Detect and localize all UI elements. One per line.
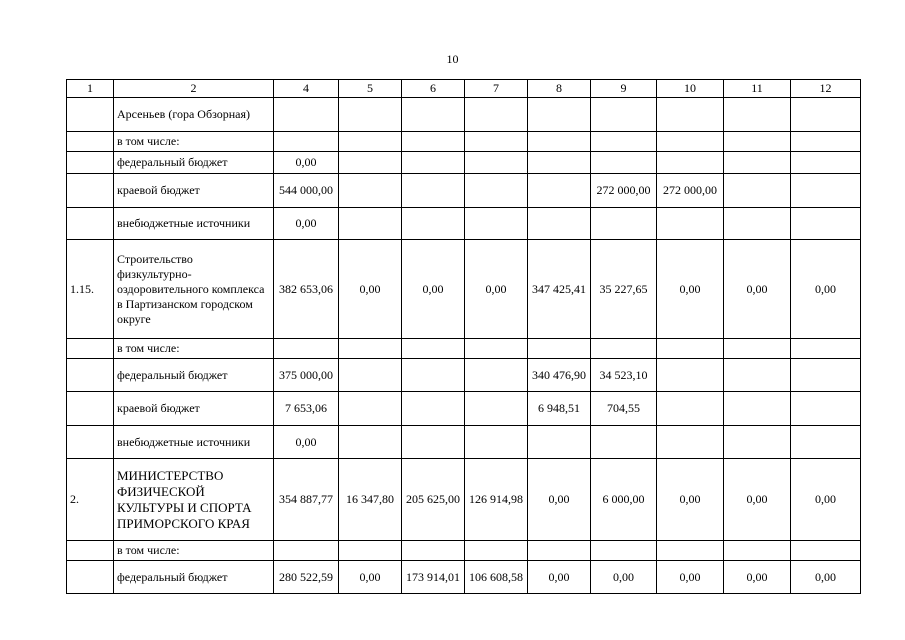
value-cell xyxy=(724,426,791,459)
value-cell xyxy=(339,359,402,392)
value-cell xyxy=(591,339,657,359)
value-cell: 7 653,06 xyxy=(274,392,339,426)
value-cell xyxy=(791,359,861,392)
value-cell xyxy=(724,98,791,132)
table-row xyxy=(67,426,861,459)
row-name: МИНИСТЕРСТВО ФИЗИЧЕСКОЙ КУЛЬТУРЫ И СПОРТА ПРИМОРСКОГО КРАЯ xyxy=(114,459,274,541)
row-number xyxy=(67,132,114,152)
value-cell xyxy=(591,152,657,174)
value-cell xyxy=(657,152,724,174)
value-cell xyxy=(791,152,861,174)
value-cell: 6 000,00 xyxy=(591,459,657,541)
value-cell: 0,00 xyxy=(724,459,791,541)
value-cell xyxy=(791,132,861,152)
value-cell: 0,00 xyxy=(274,208,339,240)
value-cell xyxy=(465,392,528,426)
value-cell: 0,00 xyxy=(528,459,591,541)
value-cell: 0,00 xyxy=(274,426,339,459)
table-row xyxy=(67,152,861,174)
value-cell: 0,00 xyxy=(591,561,657,594)
table-row xyxy=(67,174,861,208)
row-name: Строительство физкультурно-оздоровительного комплекса в Партизанском городском округе xyxy=(114,240,274,339)
row-number xyxy=(67,339,114,359)
column-header: 2 xyxy=(114,80,274,98)
table-row xyxy=(67,240,861,339)
value-cell: 0,00 xyxy=(791,459,861,541)
row-number xyxy=(67,426,114,459)
value-cell xyxy=(657,98,724,132)
value-cell xyxy=(724,174,791,208)
value-cell xyxy=(724,152,791,174)
value-cell xyxy=(402,359,465,392)
value-cell xyxy=(465,208,528,240)
table-row xyxy=(67,392,861,426)
budget-table xyxy=(66,79,861,594)
row-name: Арсеньев (гора Обзорная) xyxy=(114,98,274,132)
row-name: краевой бюджет xyxy=(114,174,274,208)
row-name: в том числе: xyxy=(114,132,274,152)
value-cell xyxy=(657,208,724,240)
value-cell xyxy=(724,392,791,426)
value-cell xyxy=(791,541,861,561)
value-cell xyxy=(791,392,861,426)
row-number xyxy=(67,152,114,174)
table-row xyxy=(67,541,861,561)
value-cell xyxy=(528,339,591,359)
value-cell xyxy=(339,152,402,174)
value-cell: 544 000,00 xyxy=(274,174,339,208)
value-cell: 340 476,90 xyxy=(528,359,591,392)
value-cell xyxy=(402,392,465,426)
column-header: 1 xyxy=(67,80,114,98)
value-cell: 382 653,06 xyxy=(274,240,339,339)
table-row xyxy=(67,98,861,132)
column-header: 11 xyxy=(724,80,791,98)
value-cell xyxy=(528,152,591,174)
value-cell: 0,00 xyxy=(339,240,402,339)
column-header: 9 xyxy=(591,80,657,98)
value-cell xyxy=(402,98,465,132)
value-cell xyxy=(274,541,339,561)
table-row xyxy=(67,359,861,392)
value-cell: 272 000,00 xyxy=(591,174,657,208)
value-cell xyxy=(724,541,791,561)
value-cell: 0,00 xyxy=(528,561,591,594)
value-cell xyxy=(591,541,657,561)
value-cell: 354 887,77 xyxy=(274,459,339,541)
value-cell xyxy=(339,208,402,240)
value-cell: 34 523,10 xyxy=(591,359,657,392)
row-number: 1.15. xyxy=(67,240,114,339)
value-cell: 0,00 xyxy=(724,240,791,339)
value-cell xyxy=(591,98,657,132)
value-cell: 0,00 xyxy=(657,561,724,594)
value-cell: 0,00 xyxy=(657,240,724,339)
row-number xyxy=(67,359,114,392)
value-cell: 0,00 xyxy=(791,240,861,339)
value-cell xyxy=(465,541,528,561)
value-cell xyxy=(724,339,791,359)
value-cell xyxy=(591,426,657,459)
column-header: 4 xyxy=(274,80,339,98)
row-name: федеральный бюджет xyxy=(114,561,274,594)
value-cell: 0,00 xyxy=(724,561,791,594)
value-cell xyxy=(465,359,528,392)
value-cell: 0,00 xyxy=(274,152,339,174)
row-number xyxy=(67,561,114,594)
value-cell: 173 914,01 xyxy=(402,561,465,594)
row-number xyxy=(67,392,114,426)
value-cell xyxy=(339,132,402,152)
value-cell: 704,55 xyxy=(591,392,657,426)
value-cell xyxy=(274,132,339,152)
value-cell xyxy=(339,174,402,208)
value-cell xyxy=(402,339,465,359)
row-name: федеральный бюджет xyxy=(114,152,274,174)
value-cell: 280 522,59 xyxy=(274,561,339,594)
value-cell xyxy=(724,132,791,152)
row-number xyxy=(67,174,114,208)
column-header: 12 xyxy=(791,80,861,98)
row-number: 2. xyxy=(67,459,114,541)
value-cell xyxy=(339,339,402,359)
value-cell xyxy=(591,132,657,152)
value-cell xyxy=(791,174,861,208)
value-cell xyxy=(724,359,791,392)
value-cell: 0,00 xyxy=(339,561,402,594)
value-cell xyxy=(657,426,724,459)
value-cell xyxy=(791,339,861,359)
row-name: в том числе: xyxy=(114,339,274,359)
table-row xyxy=(67,561,861,594)
table-row xyxy=(67,132,861,152)
value-cell: 6 948,51 xyxy=(528,392,591,426)
value-cell: 16 347,80 xyxy=(339,459,402,541)
value-cell: 347 425,41 xyxy=(528,240,591,339)
value-cell: 375 000,00 xyxy=(274,359,339,392)
value-cell xyxy=(528,132,591,152)
value-cell xyxy=(465,132,528,152)
value-cell xyxy=(791,426,861,459)
value-cell xyxy=(465,98,528,132)
value-cell xyxy=(402,174,465,208)
value-cell xyxy=(465,152,528,174)
value-cell xyxy=(339,98,402,132)
value-cell xyxy=(402,152,465,174)
value-cell: 0,00 xyxy=(791,561,861,594)
value-cell xyxy=(528,98,591,132)
table-row xyxy=(67,339,861,359)
value-cell xyxy=(528,208,591,240)
value-cell xyxy=(528,541,591,561)
value-cell xyxy=(402,132,465,152)
value-cell xyxy=(274,98,339,132)
table-row xyxy=(67,208,861,240)
value-cell xyxy=(791,208,861,240)
row-number xyxy=(67,541,114,561)
value-cell xyxy=(657,339,724,359)
value-cell xyxy=(339,541,402,561)
value-cell xyxy=(465,426,528,459)
value-cell: 106 608,58 xyxy=(465,561,528,594)
value-cell xyxy=(465,339,528,359)
row-number xyxy=(67,98,114,132)
table-row xyxy=(67,459,861,541)
value-cell xyxy=(339,392,402,426)
value-cell xyxy=(657,392,724,426)
value-cell: 35 227,65 xyxy=(591,240,657,339)
value-cell: 272 000,00 xyxy=(657,174,724,208)
value-cell xyxy=(402,541,465,561)
row-name: в том числе: xyxy=(114,541,274,561)
row-name: внебюджетные источники xyxy=(114,208,274,240)
value-cell xyxy=(402,426,465,459)
value-cell: 205 625,00 xyxy=(402,459,465,541)
row-name: федеральный бюджет xyxy=(114,359,274,392)
value-cell xyxy=(528,426,591,459)
value-cell xyxy=(657,132,724,152)
value-cell xyxy=(274,339,339,359)
value-cell xyxy=(402,208,465,240)
row-number xyxy=(67,208,114,240)
column-header: 7 xyxy=(465,80,528,98)
value-cell xyxy=(591,208,657,240)
header-row xyxy=(67,80,861,98)
column-header: 8 xyxy=(528,80,591,98)
value-cell xyxy=(657,359,724,392)
page-number: 10 xyxy=(446,52,459,66)
value-cell xyxy=(339,426,402,459)
value-cell xyxy=(657,541,724,561)
column-header: 5 xyxy=(339,80,402,98)
row-name: краевой бюджет xyxy=(114,392,274,426)
value-cell: 0,00 xyxy=(465,240,528,339)
value-cell: 0,00 xyxy=(402,240,465,339)
value-cell xyxy=(465,174,528,208)
column-header: 10 xyxy=(657,80,724,98)
column-header: 6 xyxy=(402,80,465,98)
value-cell: 126 914,98 xyxy=(465,459,528,541)
table-body xyxy=(67,98,861,594)
value-cell xyxy=(791,98,861,132)
row-name: внебюджетные источники xyxy=(114,426,274,459)
value-cell: 0,00 xyxy=(657,459,724,541)
value-cell xyxy=(724,208,791,240)
value-cell xyxy=(528,174,591,208)
